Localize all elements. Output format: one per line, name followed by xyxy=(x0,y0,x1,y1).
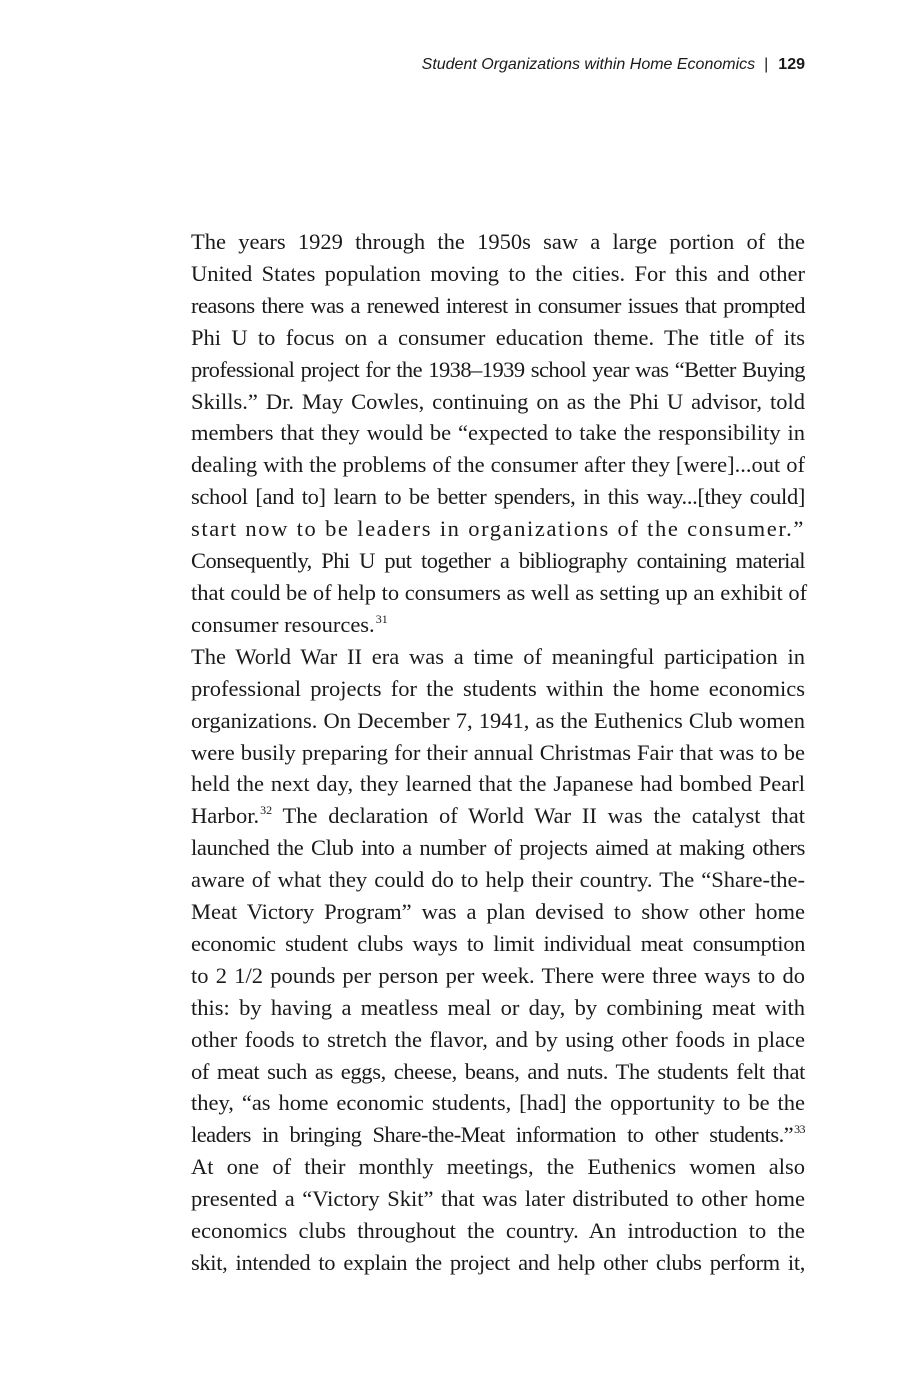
text-line: of meat such as eggs, cheese, beans, and nuts. The students felt that xyxy=(191,1058,805,1084)
text-fragment: consumer resources. xyxy=(191,611,375,637)
text-line: school [and to] learn to be better spenders, in this way...[they could] xyxy=(191,484,805,510)
footnote-ref-32: 32 xyxy=(260,803,273,818)
text-line: The years 1929 through the 1950s saw a large portion of the xyxy=(191,229,805,254)
running-title: Student Organizations within Home Economics xyxy=(421,56,756,73)
text-fragment: The declaration of World War II was the catalyst that xyxy=(282,803,805,829)
text-line: economics clubs throughout the country. An introduction to the xyxy=(191,1218,805,1244)
page-number: 129 xyxy=(778,56,805,73)
text-line: launched the Club into a number of projects aimed at making others xyxy=(191,835,805,861)
text-line: professional projects for the students within the home economics xyxy=(191,675,805,701)
text-line: other foods to stretch the flavor, and by using other foods in place xyxy=(191,1026,805,1052)
text-line: to 2 1/2 pounds per person per week. There were three ways to do xyxy=(191,962,805,988)
footnote-ref-33: 33 xyxy=(794,1122,805,1137)
header-separator: | xyxy=(764,56,769,73)
text-line-with-footnote xyxy=(153,800,805,832)
text-line: Meat Victory Program” was a plan devised to show other home xyxy=(191,899,805,925)
text-line: were busily preparing for their annual Christmas Fair that was to be xyxy=(191,739,805,765)
text-line: that could be of help to consumers as well as setting up an exhibit of xyxy=(191,579,808,605)
text-line: Skills.” Dr. May Cowles, continuing on as the Phi U advisor, told xyxy=(191,388,805,414)
text-line: The World War II era was a time of meaningful participation in xyxy=(191,643,805,669)
text-line-with-footnote xyxy=(153,609,805,641)
text-line: members that they would be “expected to take the responsibility in xyxy=(191,420,805,446)
text-fragment: leaders in bringing Share-the-Meat information to other students.” xyxy=(191,1122,794,1148)
footnote-ref-31: 31 xyxy=(375,611,388,626)
paragraph-1 xyxy=(153,226,808,641)
text-line: At one of their monthly meetings, the Euthenics women also xyxy=(191,1154,805,1180)
text-line: economic student clubs ways to limit individual meat consumption xyxy=(191,930,805,956)
text-line: skit, intended to explain the project and help other clubs perform it, xyxy=(191,1250,805,1275)
text-line-with-footnote xyxy=(153,1119,805,1151)
text-line: presented a “Victory Skit” that was later distributed to other home xyxy=(191,1186,805,1212)
running-header xyxy=(0,54,805,76)
text-line: dealing with the problems of the consumer after they [were]...out of xyxy=(191,452,805,478)
text-line: organizations. On December 7, 1941, as the Euthenics Club women xyxy=(191,707,805,733)
text-line: this: by having a meatless meal or day, by combining meat with xyxy=(191,994,805,1020)
text-line: United States population moving to the cities. For this and other xyxy=(191,260,805,286)
text-line: reasons there was a renewed interest in consumer issues that prompted xyxy=(191,292,805,318)
text-fragment: Harbor. xyxy=(191,803,260,829)
text-line: held the next day, they learned that the Japanese had bombed Pearl xyxy=(191,771,805,797)
text-line: Phi U to focus on a consumer education theme. The title of its xyxy=(191,324,805,350)
text-line: aware of what they could do to help their country. The “Share-the- xyxy=(191,867,805,893)
text-line: they, “as home economic students, [had] the opportunity to be the xyxy=(191,1090,805,1116)
body-text xyxy=(153,226,808,1279)
text-line: start now to be leaders in organizations of the consumer.” xyxy=(191,516,805,542)
text-line: Consequently, Phi U put together a bibliography containing material xyxy=(191,548,805,574)
text-line: professional project for the 1938–1939 school year was “Better Buying xyxy=(191,356,805,382)
paragraph-2 xyxy=(153,641,805,1279)
